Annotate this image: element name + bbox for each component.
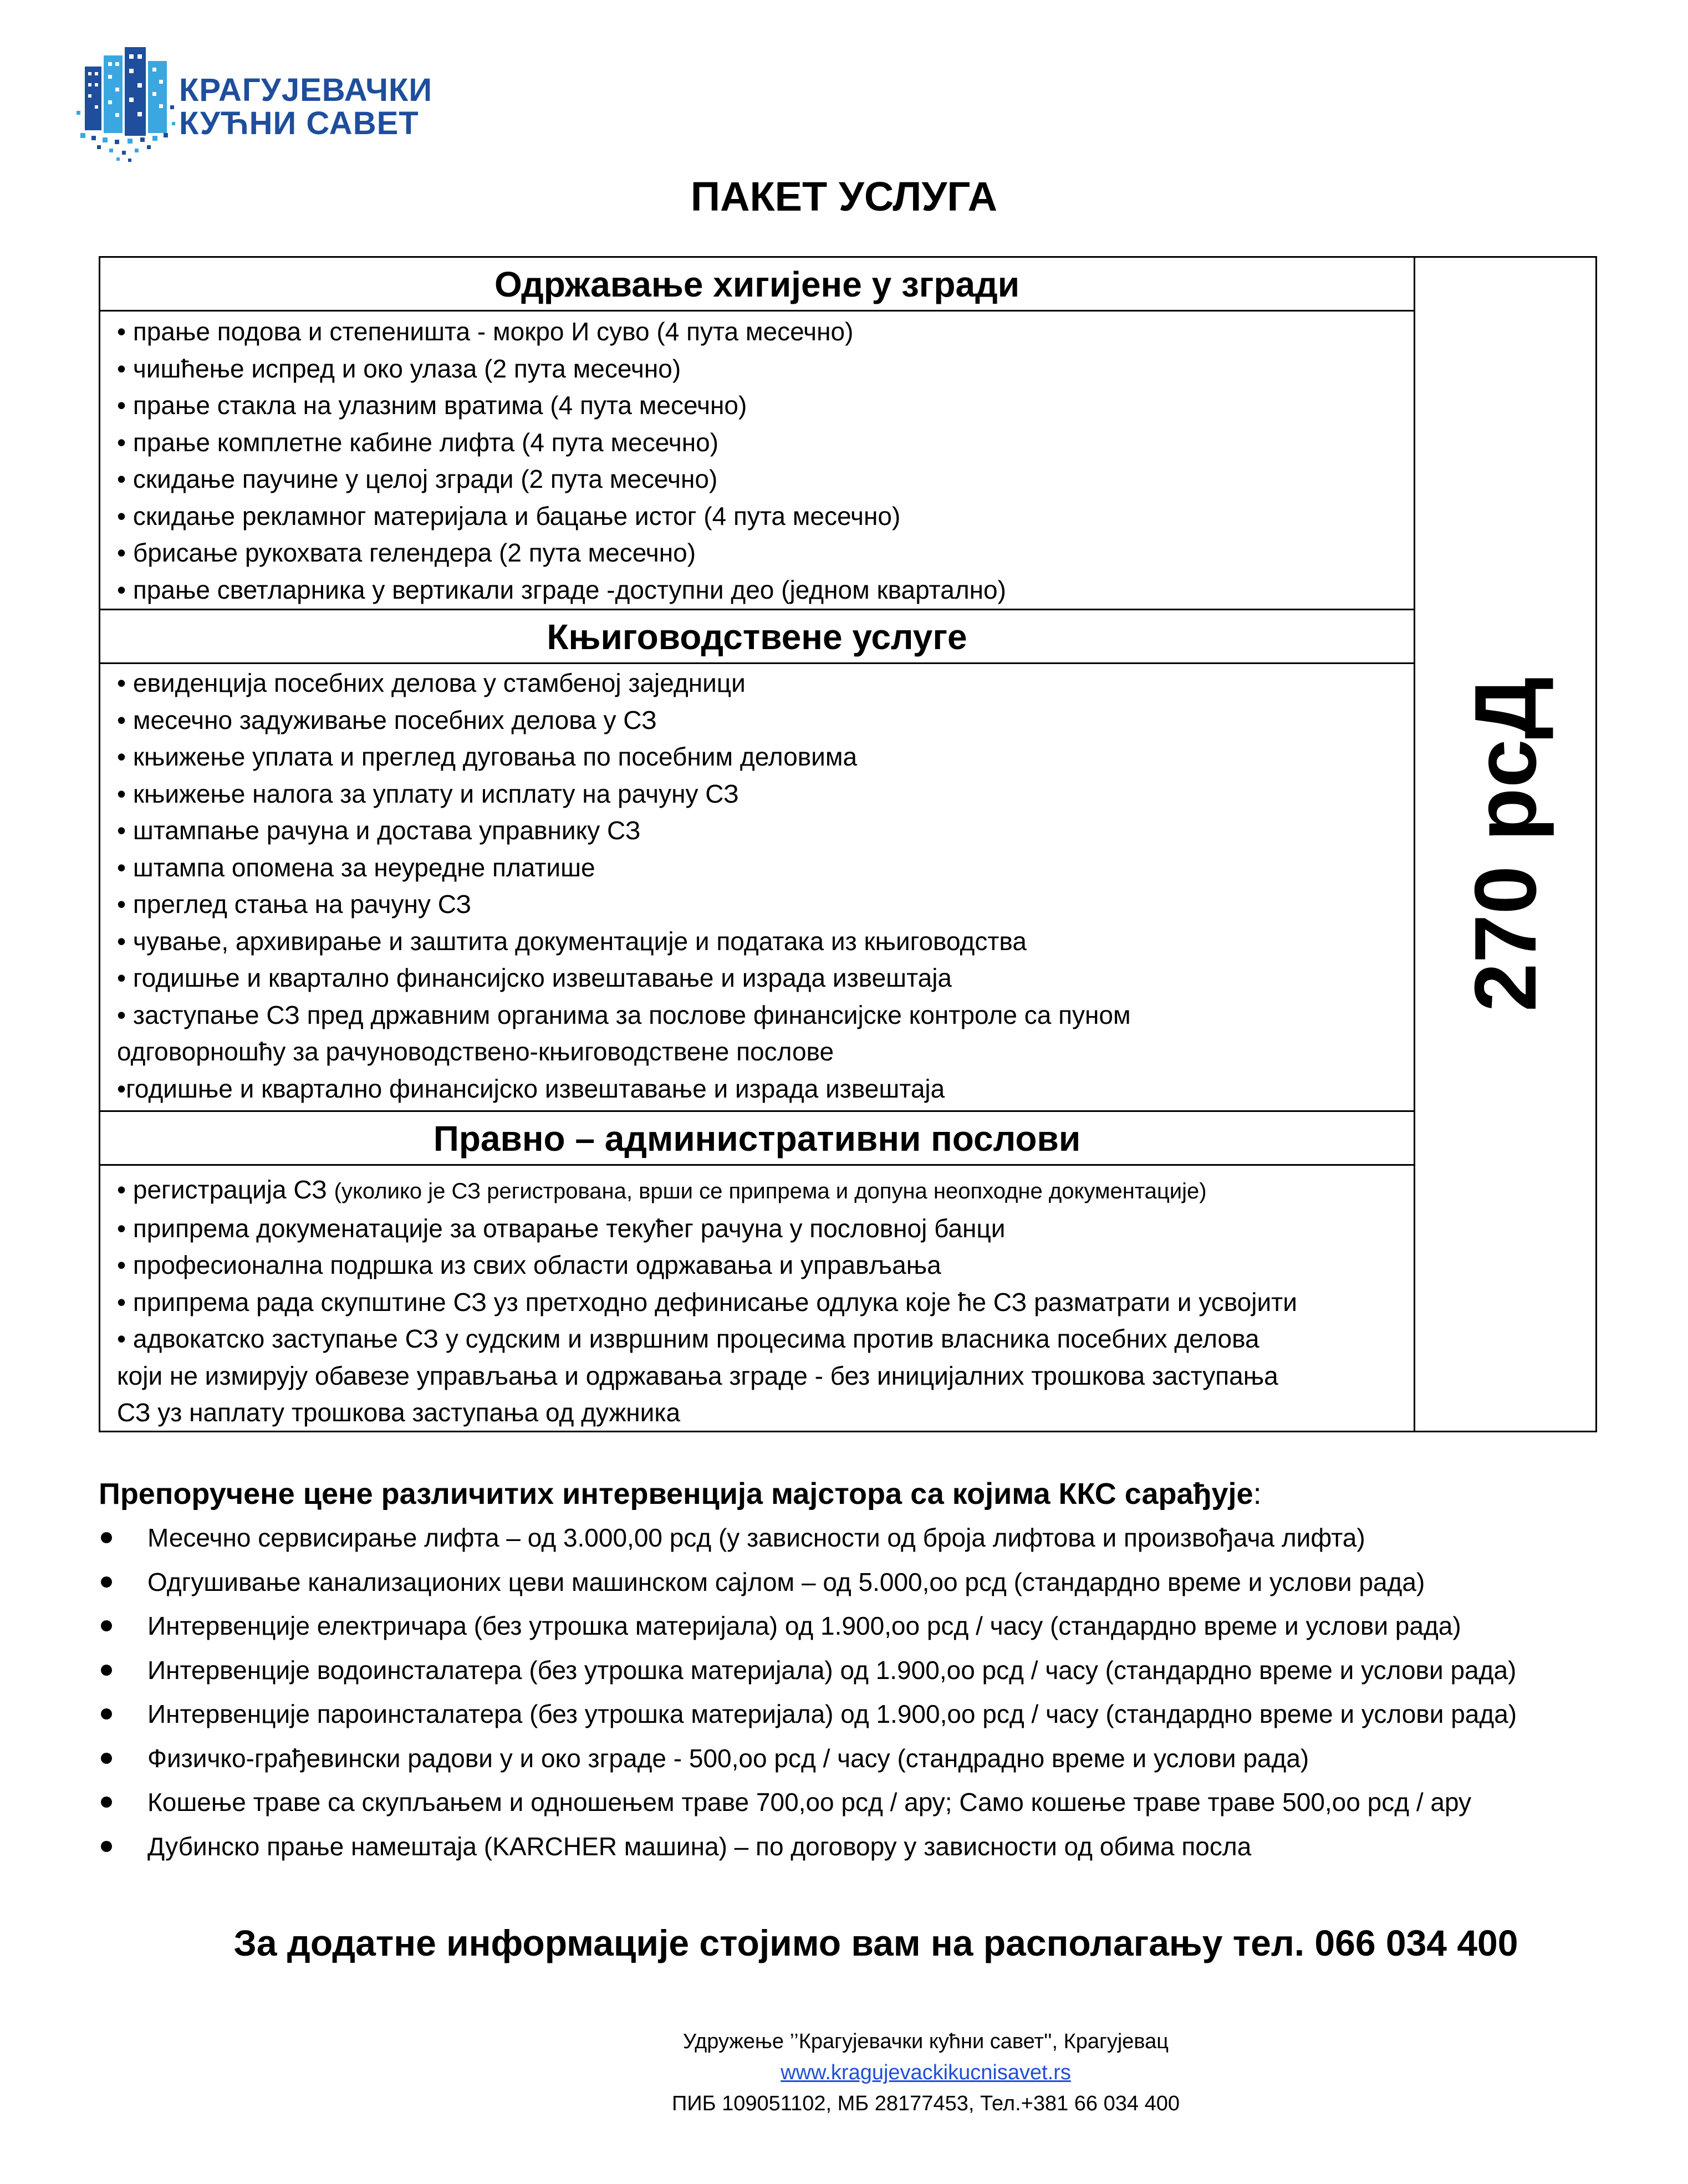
list-item: • скидање рекламног материјала и бацање истог (4 пута месечно): [117, 501, 901, 530]
list-item: • адвокатско заступање СЗ у судским и извршним процесима против власника посебних делова: [117, 1324, 1259, 1353]
price-list-item: Одгушивање канализационих цеви машинском сајлом – од 5.000,oo рсд (стандардно време и услови рада): [99, 1560, 1517, 1605]
logo-text-line1: КРАГУЈЕВАЧКИ: [179, 72, 433, 108]
list-item: • књижење налога за уплату и исплату на рачуну СЗ: [117, 779, 739, 808]
price-list-item: Месечно сервисирање лифта – од 3.000,00 рсд (у зависности од броја лифтова и произвођача лифта): [99, 1516, 1517, 1560]
footer-registration: ПИБ 109051102, МБ 28177453, Тел.+381 66 034 400: [672, 2092, 1180, 2115]
logo: [75, 44, 433, 164]
list-item: • заступање СЗ пред државним органима за послове финансијске контроле са пуном: [117, 1000, 1131, 1029]
footer: [0, 2026, 1688, 2119]
list-item: • прање светларника у вертикали зграде -доступни део (једном квартално): [117, 575, 1006, 604]
city-buildings-logo-icon: [75, 44, 180, 164]
list-item: • преглед стања на рачуну СЗ: [117, 890, 472, 918]
price-list-item: Интервенције водоинсталатера (без утрошка материјала) од 1.900,oo рсд / часу (стандардно време и услови рада): [99, 1649, 1517, 1693]
list-item-main: • регистрација СЗ: [117, 1175, 334, 1204]
list-item: • евиденција посебних делова у стамбеној заједници: [117, 669, 746, 697]
section-accounting-title: Књиговодствене услуге: [100, 610, 1414, 664]
list-item: • чишћење испред и око улаза (2 пута месечно): [117, 354, 681, 383]
price-list-item: Кошење траве са скупљањем и одношењем траве 700,oo рсд / ару; Само кошење траве траве 500,oo рсд / ару: [99, 1780, 1517, 1825]
list-item: • штампање рачуна и достава управнику СЗ: [117, 816, 641, 845]
contact-line: За додатне информације стојимо вам на располагању тел. 066 034 400: [233, 1922, 1518, 1963]
list-item: • чување, архивирање и заштита документације и података из књиговодства: [117, 926, 1027, 956]
footer-organization: Удружење ’’Крагујевачки кућни савет'', Крагујевац: [682, 2030, 1169, 2053]
section-hygiene-title: Одржавање хигијене у згради: [100, 258, 1414, 312]
list-item: • професионална подршка из свих области одржавања и управљања: [117, 1251, 941, 1279]
list-item-continuation: одговорношћу за рачуноводствено-књиговодствене послове: [117, 1037, 834, 1066]
list-item: • прање подова и степеништа - мокро И суво (4 пута месечно): [117, 317, 854, 346]
price-list-item: Физичко-грађевински радови у и око зграде - 500,oo рсд / часу (стандрадно време и услови рада): [99, 1737, 1517, 1781]
list-item-continuation: који не измирују обавезе управљања и одржавања зграде - без иницијалних трошкова заступања: [117, 1361, 1278, 1390]
list-item: • месечно задуживање посебних делова у СЗ: [117, 705, 657, 734]
list-item: • брисање рукохвата гелендера (2 пута месечно): [117, 538, 696, 567]
price-column: [1415, 258, 1595, 1431]
price-list-item: Интервенције пароинсталатера (без утрошка материјала) од 1.900,oo рсд / часу (стандардно време и услови рада): [99, 1692, 1517, 1737]
page-title: ПАКЕТ УСЛУГА: [690, 174, 998, 220]
list-item: • књижење уплата и преглед дуговања по посебним деловима: [117, 742, 858, 771]
recommendations-heading: [99, 1472, 1262, 1516]
list-item: • прање стакла на улазним вратима (4 пута месечно): [117, 391, 747, 420]
section-hygiene-list: [100, 313, 1414, 608]
list-item-continuation: СЗ уз наплату трошкова заступања од дужника: [117, 1398, 681, 1427]
recommendations-list: [99, 1516, 1517, 1869]
list-item: • прање комплетне кабине лифта (4 пута месечно): [117, 427, 719, 457]
section-legal-title: Правно – административни послови: [100, 1112, 1414, 1166]
logo-text-line2: КУЋНИ САВЕТ: [179, 105, 419, 141]
services-column: [100, 258, 1415, 1431]
service-package-table: [99, 256, 1597, 1432]
list-item-note: (уколико је СЗ регистрована, врши се припрема и допуна неопходне документације): [334, 1179, 1207, 1203]
section-legal-list: [100, 1171, 1414, 1431]
price-list-item: Дубинско прање намештаја (KARCHER машина) – по договору у зависности од обима посла: [99, 1825, 1517, 1869]
section-accounting-list: [100, 665, 1414, 1107]
website-link[interactable]: www.kragujevackikucnisavet.rs: [781, 2061, 1071, 2084]
list-item: • припрема рада скупштине СЗ уз претходно дефинисање одлука које ће СЗ разматрати и усвојити: [117, 1287, 1297, 1316]
list-item: • скидање паучине у целој згради (2 пута месечно): [117, 465, 718, 493]
recommendations-heading-text: Препоручене цене различитих интервенција мајстора са којима ККС сарађује: [99, 1477, 1253, 1511]
list-item: •годишње и квартално финансијско извештавање и израда извештаја: [117, 1074, 945, 1103]
list-item: • припрема докуменатације за отварање текућег рачуна у пословној банци: [117, 1213, 1006, 1243]
list-item: • штампа опомена за неуредне платише: [117, 853, 595, 882]
list-item: [117, 1171, 1414, 1210]
price-list-item: Интервенције електричара (без утрошка материјала) од 1.900,oo рсд / часу (стандардно време и услови рада): [99, 1604, 1517, 1649]
package-price: 270 рсД: [1456, 676, 1554, 1012]
recommendations-heading-colon: :: [1253, 1477, 1262, 1511]
list-item: • годишње и квартално финансијско извештавање и израда извештаја: [117, 963, 952, 992]
